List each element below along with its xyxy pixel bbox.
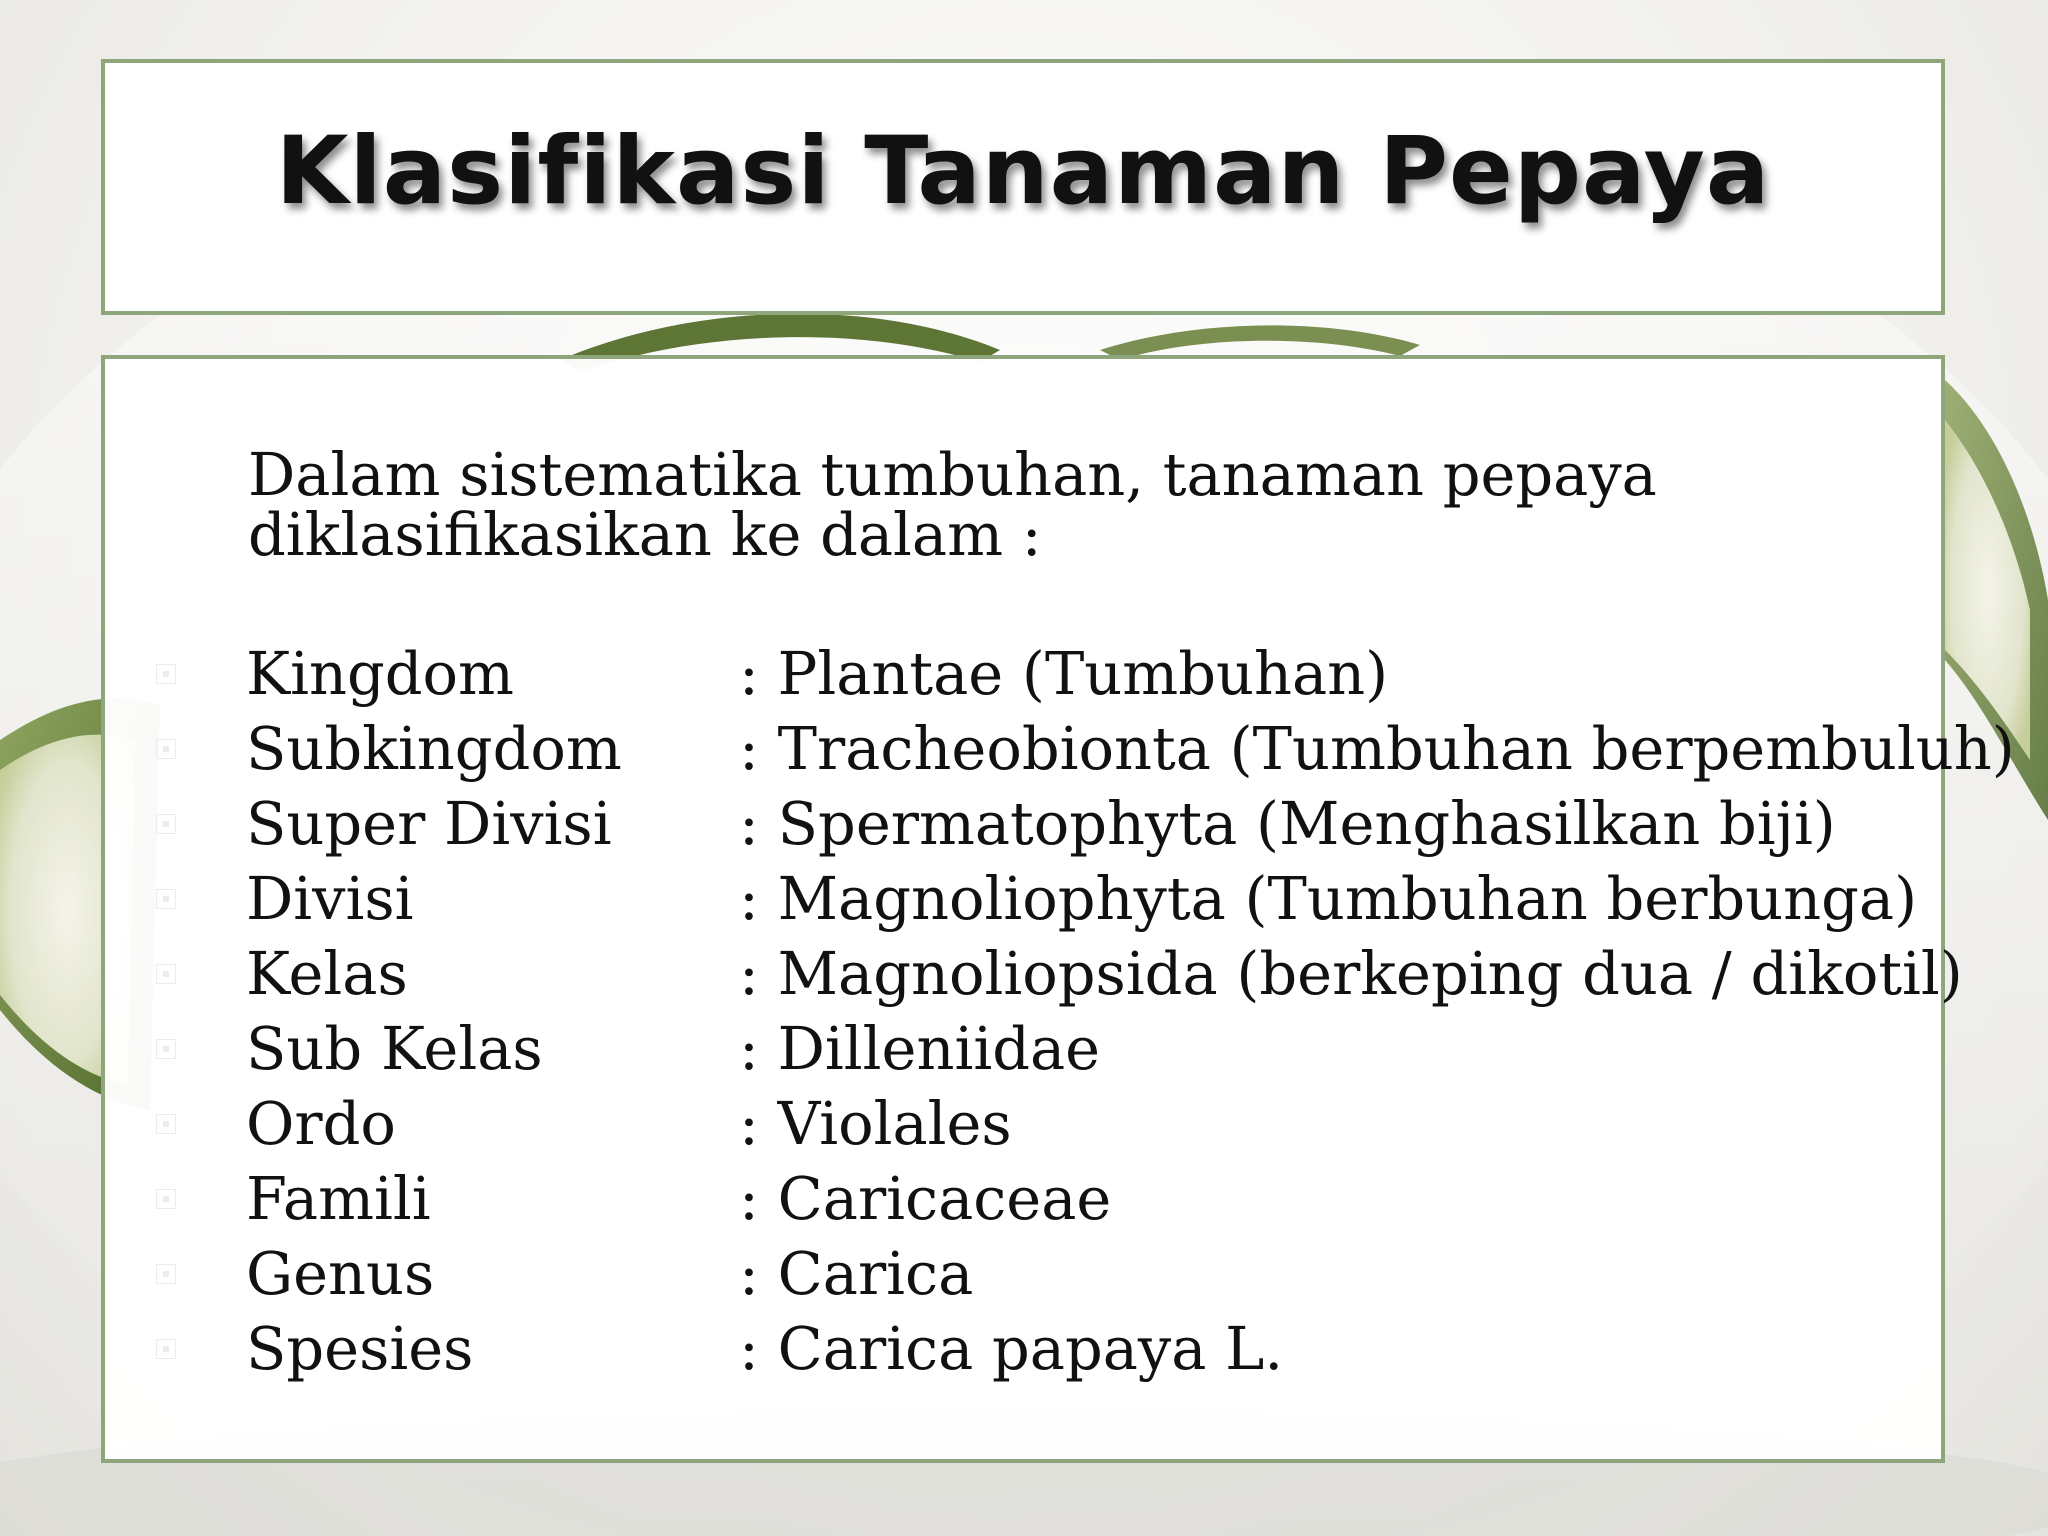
list-item: [105, 861, 1941, 936]
list-item: [105, 786, 1941, 861]
square-bullet-icon: [156, 964, 176, 984]
taxon-value: : Tracheobionta (Tumbuhan berpembuluh): [739, 714, 2015, 783]
intro-line-2: diklasifikasikan ke dalam :: [248, 500, 1042, 569]
square-bullet-icon: [156, 1339, 176, 1359]
taxon-value: : Dilleniidae: [739, 1014, 1101, 1083]
title-panel: [101, 59, 1945, 315]
taxon-value: : Plantae (Tumbuhan): [739, 639, 1389, 708]
classification-list: [105, 636, 2015, 1386]
taxon-value: : Carica papaya L.: [739, 1314, 1284, 1383]
square-bullet-icon: [156, 889, 176, 909]
taxon-value: : Caricaceae: [739, 1164, 1112, 1233]
list-item: [105, 1086, 1941, 1161]
taxon-value: : Magnoliopsida (berkeping dua / dikotil): [739, 939, 1963, 1008]
taxon-value: : Spermatophyta (Menghasilkan biji): [739, 789, 1836, 858]
square-bullet-icon: [156, 1039, 176, 1059]
intro-line-1: Dalam sistematika tumbuhan, tanaman pepaya: [248, 440, 1657, 509]
square-bullet-icon: [156, 814, 176, 834]
square-bullet-icon: [156, 664, 176, 684]
rank-label: Famili: [246, 1164, 431, 1233]
list-item: [105, 711, 2015, 786]
taxon-value: : Violales: [739, 1089, 1012, 1158]
list-item: [105, 1161, 1941, 1236]
rank-label: Sub Kelas: [246, 1014, 543, 1083]
list-item: [105, 1011, 1941, 1086]
list-item: [105, 936, 1963, 1011]
list-item: [105, 1236, 1941, 1311]
square-bullet-icon: [156, 1114, 176, 1134]
intro-paragraph: [248, 440, 1748, 569]
taxon-value: : Magnoliophyta (Tumbuhan berbunga): [739, 864, 1918, 933]
rank-label: Spesies: [246, 1314, 474, 1383]
rank-label: Ordo: [246, 1089, 396, 1158]
rank-label: Subkingdom: [246, 714, 622, 783]
rank-label: Divisi: [246, 864, 414, 933]
taxon-value: : Carica: [739, 1239, 974, 1308]
square-bullet-icon: [156, 1189, 176, 1209]
square-bullet-icon: [156, 1264, 176, 1284]
list-item: [105, 1311, 1941, 1386]
rank-label: Kelas: [246, 939, 408, 1008]
slide-title: Klasifikasi Tanaman Pepaya: [275, 117, 1771, 226]
rank-label: Genus: [246, 1239, 435, 1308]
rank-label: Kingdom: [246, 639, 514, 708]
square-bullet-icon: [156, 739, 176, 759]
content-panel: [101, 355, 2015, 1463]
list-item: [105, 636, 1941, 711]
rank-label: Super Divisi: [246, 789, 612, 858]
